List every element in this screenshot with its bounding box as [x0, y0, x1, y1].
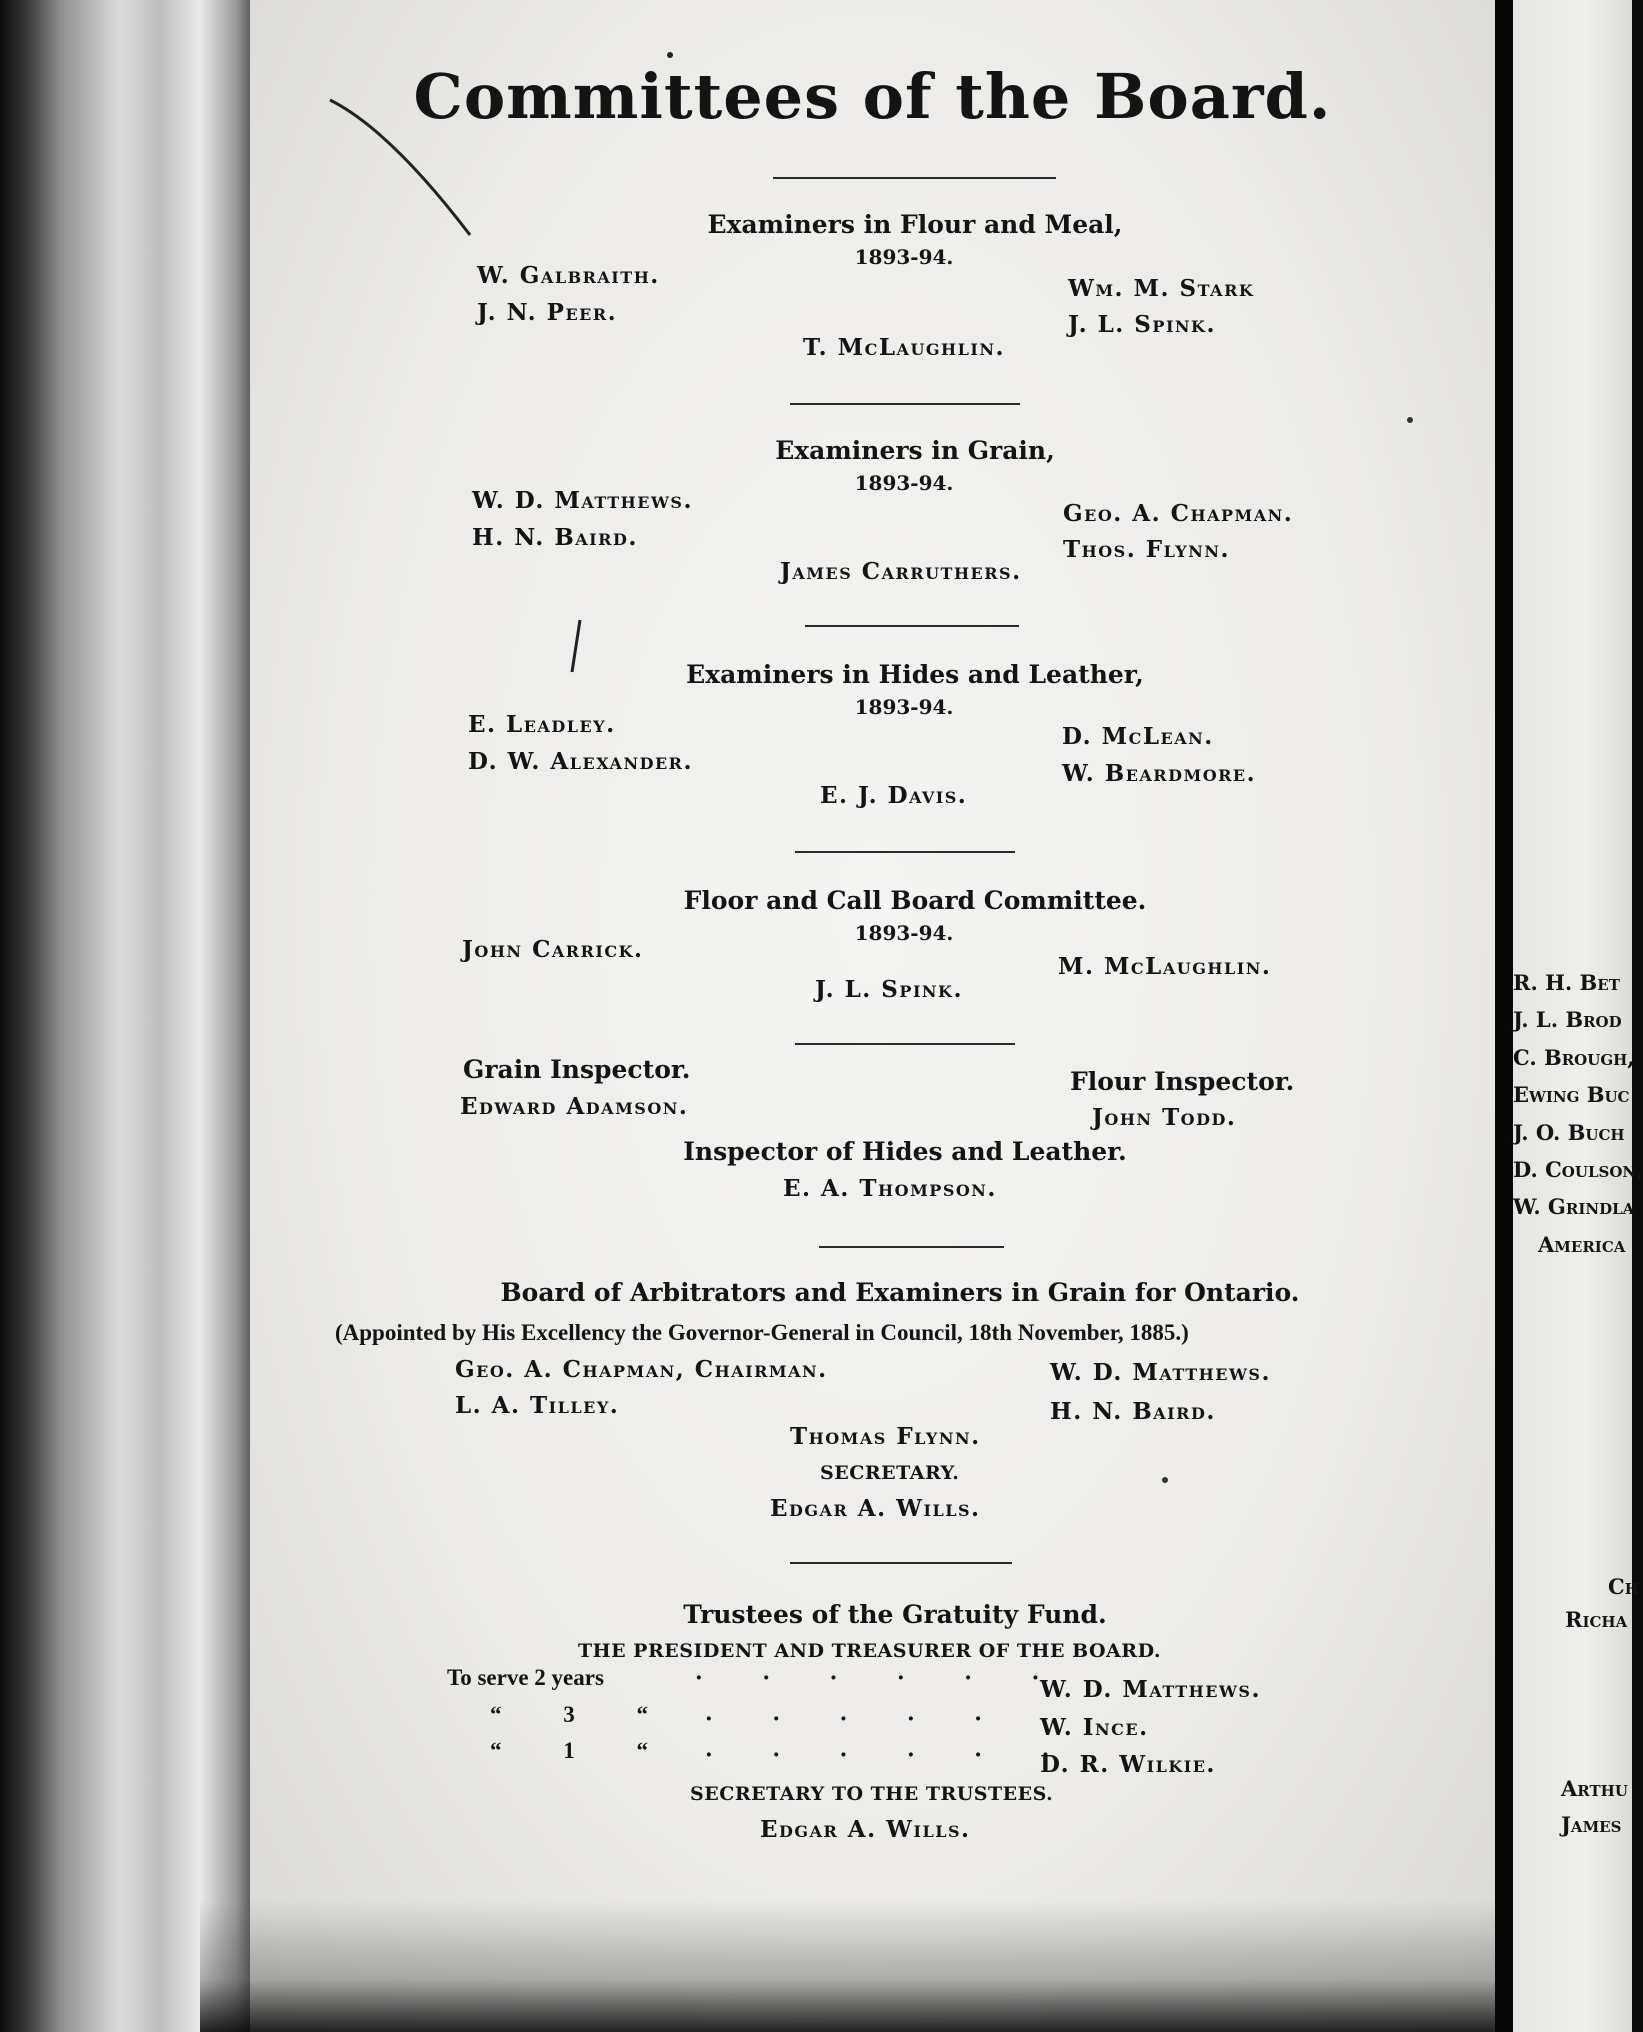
hides-heading: Examiners in Hides and Leather, — [686, 660, 1144, 689]
appointment-note: (Appointed by His Excellency the Governor-General in Council, 18th November, 1885.) — [335, 1320, 1189, 1345]
term-label: “ 3 “ — [490, 1702, 676, 1727]
grain-year: 1893-94. — [854, 471, 954, 495]
secretary-name: Edgar A. Wills. — [760, 1816, 971, 1843]
member-name: D. McLean. — [1062, 723, 1214, 750]
floor-call-heading: Floor and Call Board Committee. — [683, 886, 1147, 915]
adjacent-line: Arthu — [1561, 1776, 1628, 1801]
trustees-secretary-label: SECRETARY TO THE TRUSTEES. — [690, 1783, 1054, 1805]
inspector-name: Edward Adamson. — [460, 1093, 689, 1120]
scan-speck — [1162, 1477, 1168, 1483]
grain-heading: Examiners in Grain, — [775, 436, 1055, 465]
member-name: Thos. Flynn. — [1063, 536, 1230, 563]
scan-stroke — [572, 620, 580, 672]
member-name: Geo. A. Chapman, Chairman. — [455, 1356, 828, 1383]
trustee-name: D. R. Wilkie. — [1040, 1751, 1216, 1778]
adjacent-line: J. O. Buch — [1513, 1120, 1625, 1145]
adjacent-line: J. L. Brod — [1513, 1007, 1622, 1032]
leader-dots: · · · · · · — [695, 1665, 1066, 1691]
leader-dots: · · · · · · — [705, 1742, 1076, 1768]
member-name: W. D. Matthews. — [472, 487, 693, 514]
trustee-name: W. Ince. — [1040, 1714, 1149, 1741]
member-name: Wm. M. Stark — [1068, 275, 1255, 302]
member-name: John Carrick. — [462, 936, 644, 963]
member-name: T. McLaughlin. — [803, 334, 1006, 361]
secretary-label: SECRETARY. — [820, 1462, 960, 1484]
flour-meal-heading: Examiners in Flour and Meal, — [707, 210, 1123, 239]
adjacent-line: R. H. Bet — [1513, 970, 1620, 995]
gratuity-subheading: THE PRESIDENT AND TREASURER OF THE BOARD. — [578, 1640, 1162, 1662]
page-gutter — [1495, 0, 1513, 2032]
scan-speck — [667, 52, 673, 58]
scan-stroke — [330, 100, 470, 235]
scan-speck — [1407, 417, 1413, 423]
adjacent-page — [1513, 0, 1643, 2032]
member-name: J. L. Spink. — [1068, 311, 1216, 338]
scan-marks — [250, 0, 1495, 2032]
member-name: Thomas Flynn. — [790, 1423, 981, 1450]
hides-year: 1893-94. — [854, 695, 954, 719]
member-name: H. N. Baird. — [472, 524, 638, 551]
adjacent-line: James — [1561, 1812, 1622, 1837]
inspector-name: John Todd. — [1092, 1104, 1237, 1131]
member-name: W. D. Matthews. — [1050, 1359, 1271, 1386]
gratuity-heading: Trustees of the Gratuity Fund. — [683, 1600, 1107, 1629]
member-name: H. N. Baird. — [1050, 1398, 1216, 1425]
term-label: “ 1 “ — [490, 1738, 676, 1763]
adjacent-line: W. Grindla — [1513, 1194, 1635, 1219]
member-name: James Carruthers. — [780, 558, 1022, 585]
member-name: J. N. Peer. — [477, 299, 618, 326]
inspector-name: E. A. Thompson. — [783, 1175, 997, 1202]
member-name: J. L. Spink. — [815, 976, 963, 1003]
arbitrators-heading: Board of Arbitrators and Examiners in Grain for Ontario. — [500, 1278, 1300, 1307]
adjacent-line: Richa — [1565, 1607, 1628, 1632]
member-name: E. J. Davis. — [820, 782, 968, 809]
member-name: E. Leadley. — [468, 711, 616, 738]
leader-dots: · · · · · — [705, 1706, 1008, 1732]
page-title: Committees of the Board. — [413, 60, 1332, 133]
adjacent-line: Ewing Buc — [1513, 1082, 1630, 1107]
grain-inspector-heading: Grain Inspector. — [463, 1055, 691, 1084]
adjacent-line: D. Coulson, — [1513, 1157, 1643, 1182]
floor-call-year: 1893-94. — [854, 921, 954, 945]
adjacent-line: America — [1538, 1232, 1626, 1257]
secretary-name: Edgar A. Wills. — [770, 1495, 981, 1522]
flour-meal-year: 1893-94. — [854, 245, 954, 269]
adjacent-line: Ch — [1608, 1574, 1639, 1599]
book-binding-edge — [0, 0, 250, 2032]
member-name: W. Galbraith. — [477, 262, 660, 289]
hides-inspector-heading: Inspector of Hides and Leather. — [683, 1137, 1127, 1166]
member-name: Geo. A. Chapman. — [1063, 500, 1294, 527]
trustee-name: W. D. Matthews. — [1040, 1676, 1261, 1703]
member-name: M. McLaughlin. — [1058, 953, 1272, 980]
adjacent-line: C. Brough, — [1513, 1045, 1635, 1070]
member-name: D. W. Alexander. — [468, 748, 693, 775]
term-label: To serve 2 years — [447, 1665, 604, 1690]
flour-inspector-heading: Flour Inspector. — [1070, 1067, 1295, 1096]
member-name: W. Beardmore. — [1062, 760, 1257, 787]
member-name: L. A. Tilley. — [455, 1392, 620, 1419]
